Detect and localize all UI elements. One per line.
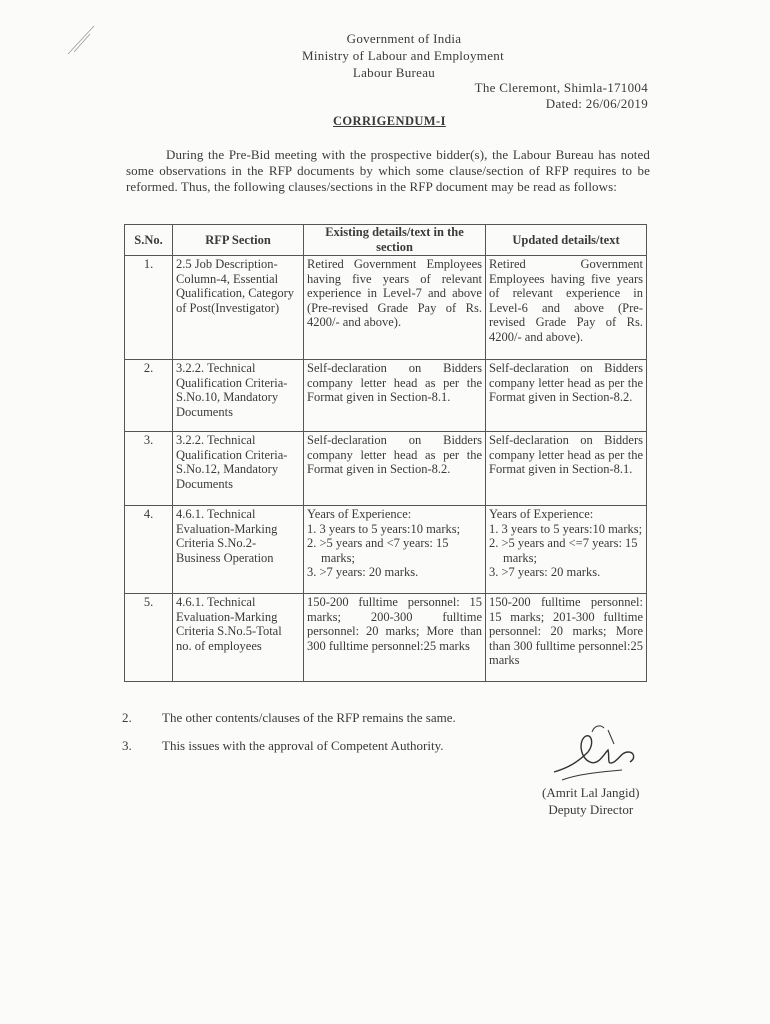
row-updated bbox=[486, 506, 647, 594]
experience-heading: Years of Experience: bbox=[307, 507, 412, 521]
signatory-designation: Deputy Director bbox=[548, 802, 634, 817]
govt-name: Government of India bbox=[346, 31, 462, 46]
row-updated: Self-declaration on Bidders company letter head as per the Format given in Section-8.1. bbox=[486, 432, 647, 506]
note-item bbox=[122, 738, 456, 754]
document-title: CORRIGENDUM-I bbox=[333, 114, 446, 128]
ministry-name: Ministry of Labour and Employment bbox=[302, 48, 504, 63]
office-address: The Cleremont, Shimla-171004 bbox=[474, 80, 648, 95]
row-sno: 5. bbox=[125, 594, 173, 682]
row-sno: 1. bbox=[125, 256, 173, 360]
list-item: 3. >7 years: 20 marks. bbox=[489, 565, 601, 580]
row-section: 4.6.1. Technical Evaluation-Marking Criteria S.No.5-Total no. of employees bbox=[173, 594, 304, 682]
list-item: 1. 3 years to 5 years:10 marks; bbox=[489, 521, 643, 536]
document-date: Dated: 26/06/2019 bbox=[545, 96, 648, 111]
row-updated: Self-declaration on Bidders company letter head as per the Format given in Section-8.2. bbox=[486, 360, 647, 432]
row-existing: Retired Government Employees having five years of relevant experience in Level-7 and above (Pre-revised Grade Pay of Rs. 4200/- and above). bbox=[304, 256, 486, 360]
table-row bbox=[125, 594, 647, 682]
row-existing: Self-declaration on Bidders company letter head as per the Format given in Section-8.2. bbox=[304, 432, 486, 506]
bureau-name: Labour Bureau bbox=[352, 65, 436, 80]
experience-heading: Years of Experience: bbox=[489, 507, 594, 521]
list-item: 1. 3 years to 5 years:10 marks; bbox=[307, 521, 461, 536]
list-item: 3. >7 years: 20 marks. bbox=[307, 565, 419, 580]
letterhead bbox=[0, 30, 770, 81]
row-section: 2.5 Job Description-Column-4, Essential Qualification, Category of Post(Investigator) bbox=[173, 256, 304, 360]
row-sno: 3. bbox=[125, 432, 173, 506]
rfp-corrections-table bbox=[124, 224, 647, 682]
table-row bbox=[125, 360, 647, 432]
col-header-existing: Existing details/text in the section bbox=[304, 225, 486, 256]
table-row bbox=[125, 506, 647, 594]
row-existing bbox=[304, 506, 486, 594]
row-sno: 2. bbox=[125, 360, 173, 432]
row-section: 3.2.2. Technical Qualification Criteria- S.No.12, Mandatory Documents bbox=[173, 432, 304, 506]
col-header-sno: S.No. bbox=[125, 225, 173, 256]
note-item bbox=[122, 710, 456, 726]
row-updated: Retired Government Employees having five years of relevant experience in Level-6 and above (Pre-revised Grade Pay of Rs. 4200/- and above). bbox=[486, 256, 647, 360]
table-row bbox=[125, 256, 647, 360]
note-number: 2. bbox=[122, 710, 132, 725]
row-section: 4.6.1. Technical Evaluation-Marking Criteria S.No.2-Business Operation bbox=[173, 506, 304, 594]
row-sno: 4. bbox=[125, 506, 173, 594]
notes-section bbox=[122, 710, 456, 766]
handwritten-signature bbox=[548, 722, 640, 788]
row-updated: 150-200 fulltime personnel: 15 marks; 201-300 fulltime personnel: 20 marks; More than 300 fulltime personnel:25 marks bbox=[486, 594, 647, 682]
row-section: 3.2.2. Technical Qualification Criteria- S.No.10, Mandatory Documents bbox=[173, 360, 304, 432]
row-existing: 150-200 fulltime personnel: 15 marks; 200-300 fulltime personnel: 20 marks; More than 300 fulltime personnel:25 marks bbox=[304, 594, 486, 682]
address-block bbox=[475, 80, 648, 112]
signature-block bbox=[542, 784, 639, 818]
col-header-section: RFP Section bbox=[173, 225, 304, 256]
row-existing: Self-declaration on Bidders company letter head as per the Format given in Section-8.1. bbox=[304, 360, 486, 432]
table-header-row bbox=[125, 225, 647, 256]
note-number: 3. bbox=[122, 738, 132, 753]
note-text: The other contents/clauses of the RFP remains the same. bbox=[162, 710, 456, 725]
experience-list bbox=[489, 522, 643, 580]
list-item: 2. >5 years and <=7 years: 15 marks; bbox=[489, 536, 638, 565]
note-text: This issues with the approval of Competent Authority. bbox=[162, 738, 444, 753]
intro-paragraph bbox=[126, 147, 650, 195]
intro-text: During the Pre-Bid meeting with the prospective bidder(s), the Labour Bureau has noted some observations in the RFP documents by which some clause/section of RFP requires to be reformed. Thus, the following clauses/sections in the RFP document may be read as follows: bbox=[126, 147, 650, 194]
signatory-name: (Amrit Lal Jangid) bbox=[542, 785, 640, 800]
experience-list bbox=[307, 522, 482, 580]
list-item: 2. >5 years and <7 years: 15 marks; bbox=[307, 536, 449, 565]
table-row bbox=[125, 432, 647, 506]
col-header-updated: Updated details/text bbox=[486, 225, 647, 256]
